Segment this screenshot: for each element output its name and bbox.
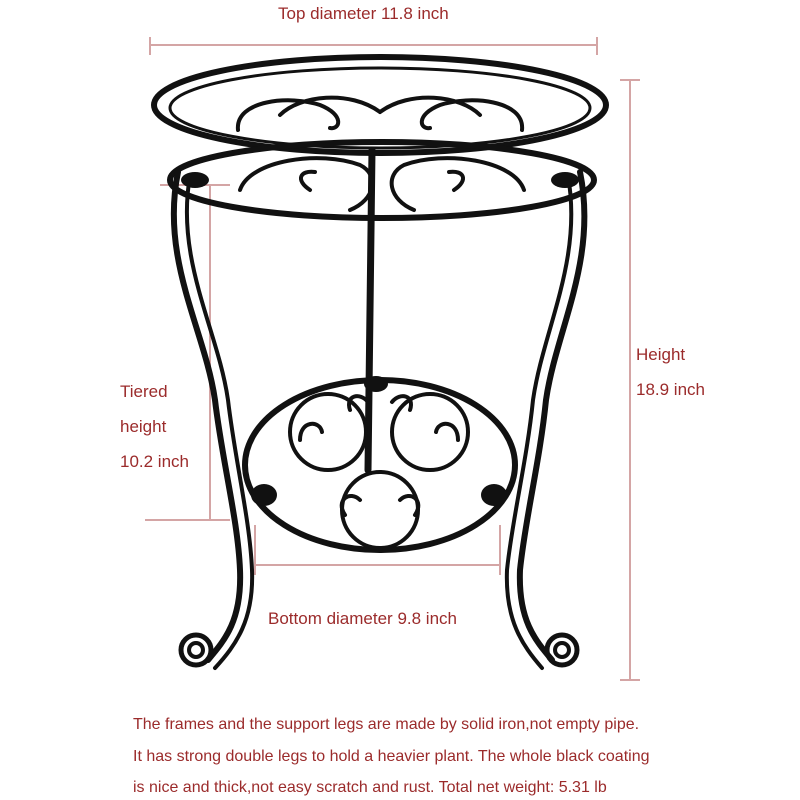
tiered-label-line2: height [120,417,167,436]
bottom-diameter-label: Bottom diameter 9.8 inch [268,609,457,628]
tiered-value-label: 10.2 inch [120,452,189,471]
top-ring [154,57,606,153]
top-diameter-label: Top diameter 11.8 inch [278,4,449,23]
height-value-label: 18.9 inch [636,380,705,399]
joint-pads [181,172,579,506]
bottom-tray [245,380,515,550]
iron-stand [154,57,606,668]
description-line: It has strong double legs to hold a heavier plant. The whole black coating [133,748,650,765]
height-label: Height [636,345,686,364]
description-line: The frames and the support legs are made by solid iron,not empty pipe. [133,716,640,733]
description-line: is nice and thick,not easy scratch and rust. Total net weight: 5.31 lb [133,779,607,796]
tiered-label-line1: Tiered [120,382,168,401]
